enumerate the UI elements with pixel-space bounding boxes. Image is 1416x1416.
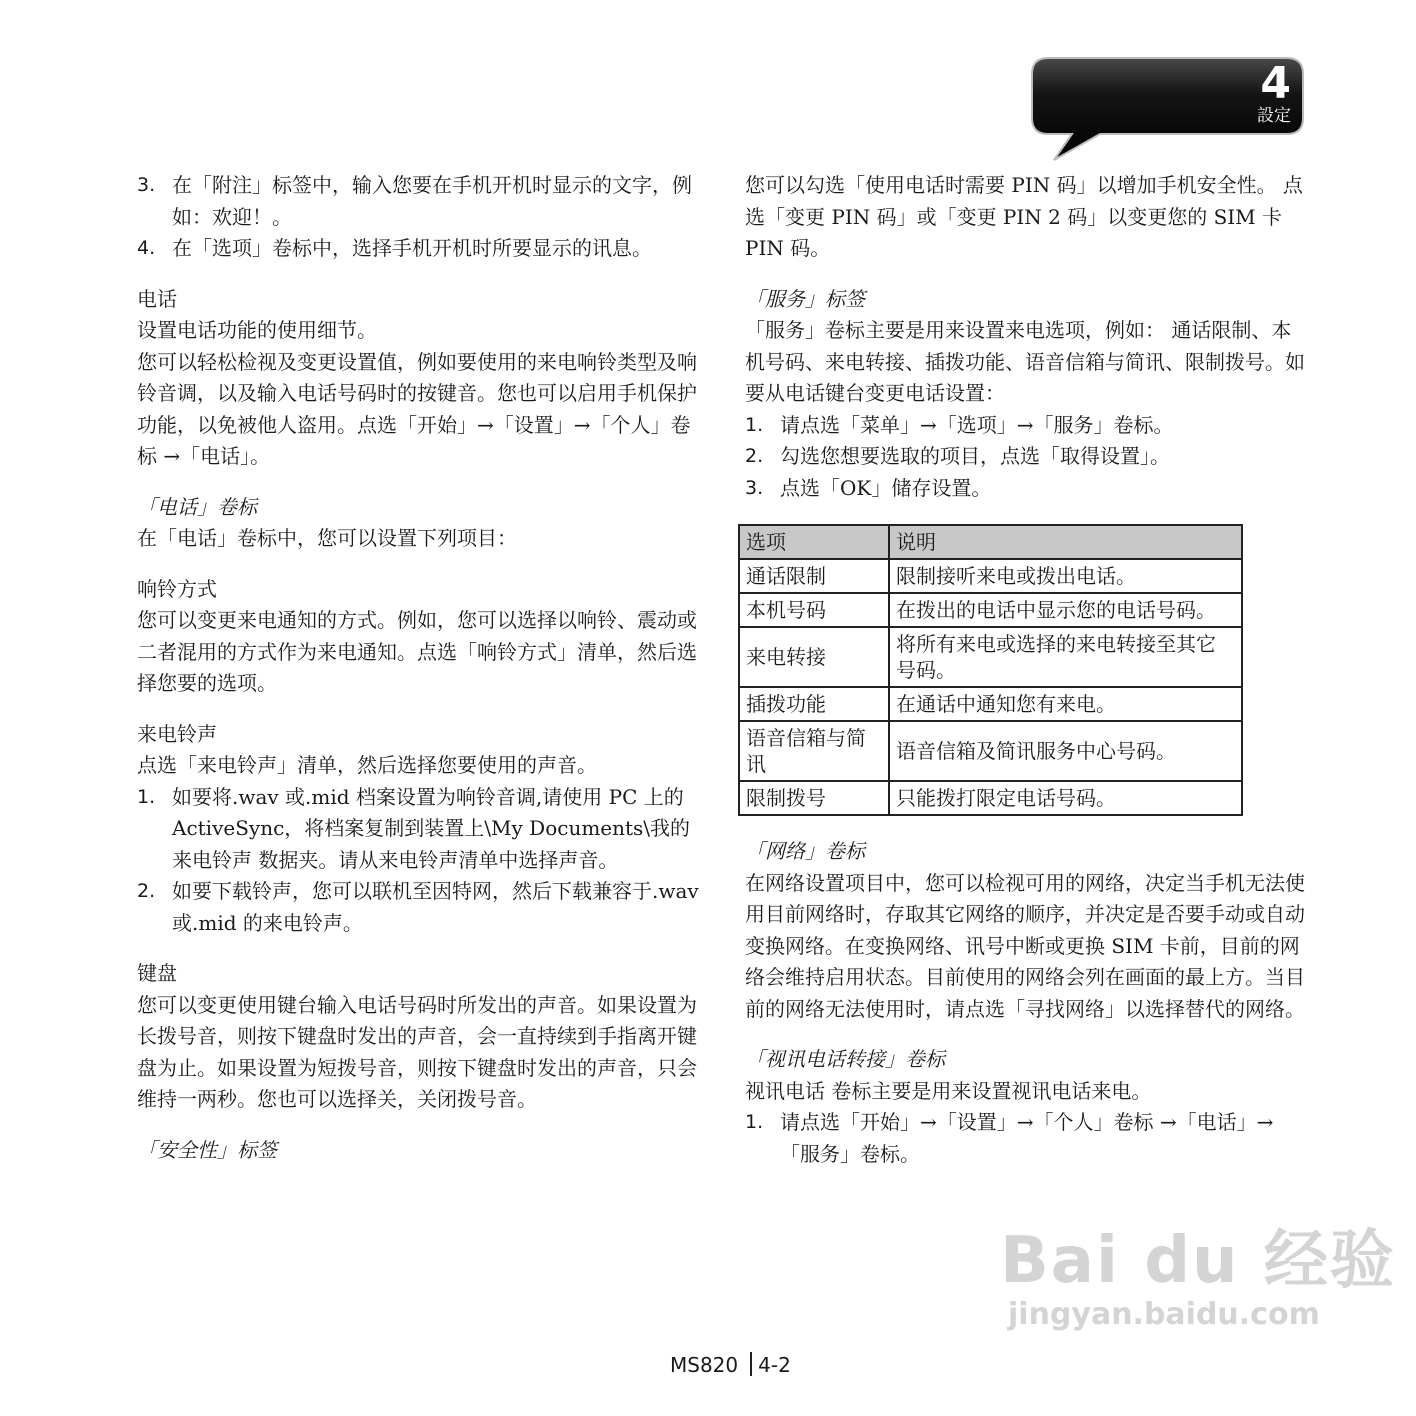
- table-row: [739, 721, 1242, 781]
- subheading-ring-type: 响铃方式: [137, 576, 217, 601]
- baidu-watermark: [1000, 1225, 1396, 1333]
- footer-separator: [750, 1352, 752, 1376]
- paragraph: 您可以轻松检视及变更设置值，例如要使用的来电响铃类型及响铃音调，以及输入电话号码时的按键音。您也可以启用手机保护功能，以免被他人盗用。点选「开始」→「设置」→「个人」卷标 →「电话」。: [137, 349, 697, 468]
- table-header-desc: 说明: [889, 525, 1242, 559]
- paragraph: 「服务」卷标主要是用来设置来电选项，例如： 通话限制、本机号码、来电转接、插拨功能、语音信箱与简讯、限制拨号。如要从电话键台变更电话设置：: [745, 318, 1305, 405]
- table-row: [739, 687, 1242, 721]
- list-text: 请点选「菜单」→「选项」→「服务」卷标。: [780, 412, 1174, 437]
- table-cell-option: 通话限制: [739, 559, 889, 593]
- page-footer: [670, 1352, 791, 1377]
- table-cell-option: 插拨功能: [739, 687, 889, 721]
- table-cell-desc: 只能拨打限定电话号码。: [889, 781, 1242, 815]
- list-item: [137, 170, 699, 233]
- table-cell-option: 来电转接: [739, 627, 889, 687]
- table-cell-desc: 在通话中通知您有来电。: [889, 687, 1242, 721]
- table-row: [739, 627, 1242, 687]
- watermark-url: jingyan.baidu.com: [1008, 1297, 1320, 1332]
- table-cell-desc: 在拨出的电话中显示您的电话号码。: [889, 593, 1242, 627]
- subheading-ringtone: 来电铃声: [137, 721, 217, 746]
- table-cell-desc: 将所有来电或选择的来电转接至其它号码。: [889, 627, 1242, 687]
- list-item: [745, 441, 1307, 473]
- section-heading-phone: 电话: [137, 286, 177, 311]
- paragraph: 点选「来电铃声」清单，然后选择您要使用的声音。: [137, 753, 597, 777]
- paragraph: 您可以变更来电通知的方式。例如，您可以选择以响铃、震动或二者混用的方式作为来电通知。点选「响铃方式」清单，然后选择您要的选项。: [137, 608, 697, 695]
- chapter-badge: [1030, 56, 1305, 136]
- subheading-video-tab: 「视讯电话转接」卷标: [745, 1047, 945, 1071]
- list-item: [137, 876, 699, 939]
- subheading-phone-tab: 「电话」卷标: [137, 494, 257, 519]
- list-number: 2.: [137, 880, 156, 902]
- table-cell-option: 本机号码: [739, 593, 889, 627]
- right-column: [745, 170, 1307, 1170]
- list-item: [137, 782, 699, 877]
- list-number: 3.: [137, 174, 156, 196]
- list-number: 1.: [137, 785, 156, 808]
- watermark-brand: Bai du 经验: [1000, 1224, 1396, 1298]
- options-table: [738, 524, 1243, 816]
- paragraph: 设置电话功能的使用细节。: [137, 318, 377, 342]
- paragraph: 视讯电话 卷标主要是用来设置视讯电话来电。: [745, 1078, 1152, 1103]
- table-header-option: 选项: [739, 525, 889, 559]
- table-header-row: [739, 525, 1242, 559]
- list-text: 请点选「开始」→「设置」→「个人」卷标 →「电话」→「服务」卷标。: [780, 1110, 1274, 1166]
- list-number: 2.: [745, 445, 764, 467]
- table-row: [739, 781, 1242, 815]
- subheading-service-tab: 「服务」标签: [745, 286, 865, 311]
- table-row: [739, 593, 1242, 627]
- subheading-security-tab: 「安全性」标签: [137, 1137, 277, 1162]
- chapter-label: 設定: [1257, 106, 1291, 126]
- list-item: [745, 410, 1307, 442]
- footer-page-number: 4-2: [758, 1353, 791, 1377]
- list-item: [745, 473, 1307, 505]
- table-cell-desc: 语音信箱及简讯服务中心号码。: [889, 721, 1242, 781]
- footer-model: MS820: [670, 1353, 739, 1377]
- paragraph: 在网络设置项目中，您可以检视可用的网络，决定当手机无法使用目前网络时，存取其它网络的顺序，并决定是否要手动或自动变换网络。在变换网络、讯号中断或更换 SIM 卡前，目前的网络会维持启用状态。目前使用的网络会列在画面的最上方。当目前的网络无法使用时，请点选「寻找网络」以选择替代的网络。: [745, 870, 1305, 1021]
- list-number: 1.: [745, 1111, 764, 1133]
- paragraph: 在「电话」卷标中，您可以设置下列项目：: [137, 526, 517, 550]
- table-cell-option: 语音信箱与简讯: [739, 721, 889, 781]
- list-item: [137, 233, 699, 265]
- list-text: 如要下载铃声，您可以联机至因特网，然后下载兼容于.wav 或.mid 的来电铃声。: [172, 879, 699, 935]
- list-item: [745, 1107, 1307, 1170]
- table-cell-desc: 限制接听来电或拨出电话。: [889, 559, 1242, 593]
- table-row: [739, 559, 1242, 593]
- list-text: 在「选项」卷标中，选择手机开机时所要显示的讯息。: [172, 236, 652, 260]
- chapter-number: 4: [1260, 58, 1291, 109]
- table-cell-option: 限制拨号: [739, 781, 889, 815]
- paragraph: 您可以变更使用键台输入电话号码时所发出的声音。如果设置为长拨号音，则按下键盘时发出的声音，会一直持续到手指离开键盘为止。如果设置为短拨号音，则按下键盘时发出的声音，只会维持一两秒。您也可以选择关，关闭拨号音。: [137, 992, 697, 1111]
- list-text: 如要将.wav 或.mid 档案设置为响铃音调,请使用 PC 上的 ActiveSync，将档案复制到装置上\My Documents\我的来电铃声 数据夹。请从来电铃声清单中选择声音。: [172, 784, 691, 872]
- list-number: 3.: [745, 476, 764, 499]
- list-number: 1.: [745, 413, 764, 436]
- list-number: 4.: [137, 237, 156, 259]
- list-text: 勾选您想要选取的项目，点选「取得设置」。: [780, 444, 1170, 468]
- subheading-keypad: 键盘: [137, 961, 177, 985]
- list-text: 在「附注」标签中，输入您要在手机开机时显示的文字，例如：欢迎！。: [172, 173, 692, 229]
- paragraph: 您可以勾选「使用电话时需要 PIN 码」以增加手机安全性。 点选「变更 PIN 码」或「变更 PIN 2 码」以变更您的 SIM 卡 PIN 码。: [745, 173, 1303, 260]
- list-text: 点选「OK」储存设置。: [780, 475, 992, 500]
- left-column: [137, 170, 699, 1166]
- subheading-network-tab: 「网络」卷标: [745, 839, 865, 863]
